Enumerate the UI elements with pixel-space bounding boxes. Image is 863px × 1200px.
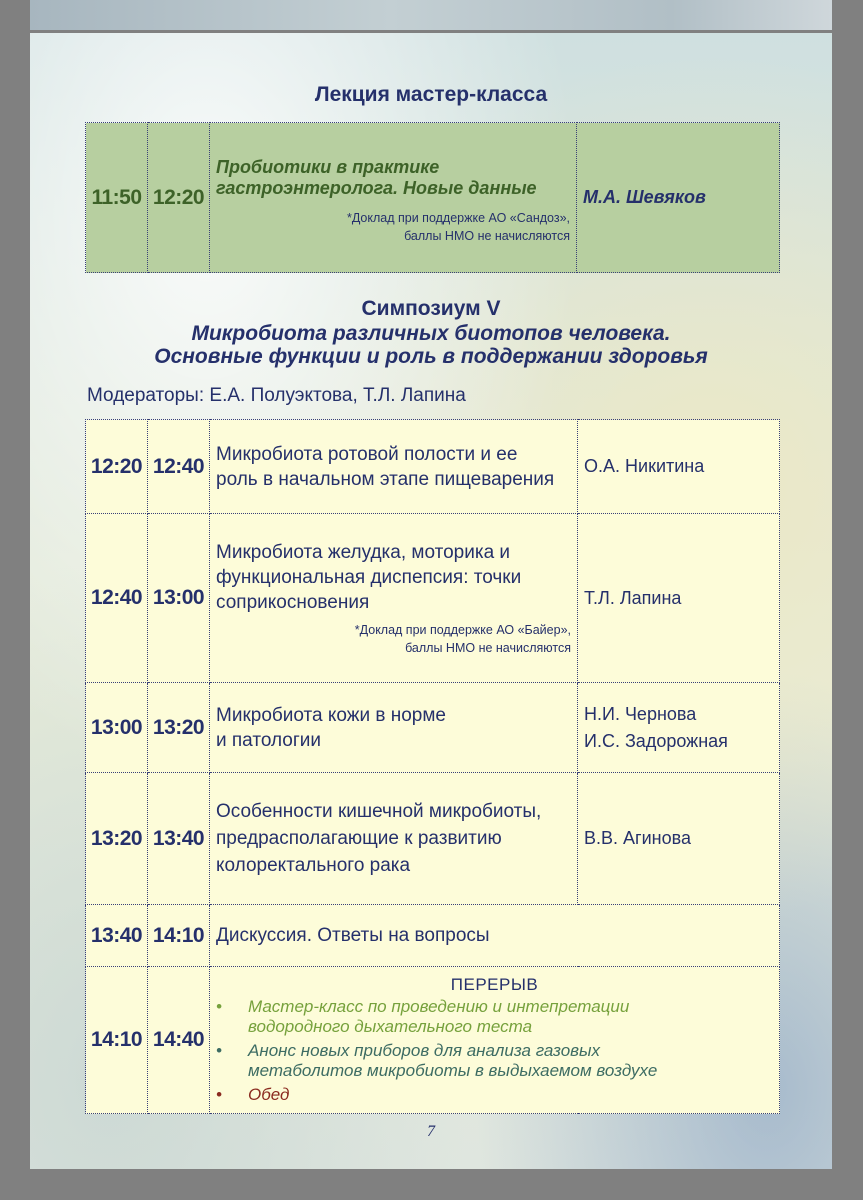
bullet-icon: •: [216, 1041, 222, 1060]
symposium-heading: Симпозиум V: [361, 297, 501, 320]
topic-line: функциональная диспепсия: точки: [216, 566, 522, 588]
topic-cell: [210, 123, 577, 273]
speaker-cell: Т.Л. Лапина: [578, 514, 780, 683]
speaker-cell: [578, 683, 780, 773]
sponsor-note: [216, 209, 570, 245]
end-time: 14:10: [148, 905, 210, 967]
list-item: [216, 1085, 779, 1105]
table-row: [86, 905, 780, 967]
list-item: [216, 997, 779, 1037]
topic-line: Микробиота желудка, моторика и: [216, 541, 511, 563]
sponsor-note: [216, 621, 571, 657]
topic-line: Микробиота кожи в норме: [216, 704, 446, 726]
lecture-heading: Лекция мастер-класса: [314, 83, 548, 106]
table-row: [86, 420, 780, 514]
list-item-line: водородного дыхательного теста: [248, 1017, 533, 1036]
symposium-subtitle-line1: Микробиота различных биотопов человека.: [191, 322, 671, 345]
start-time: 13:20: [86, 773, 148, 905]
end-time: 14:40: [148, 967, 210, 1114]
speaker-cell: М.А. Шевяков: [577, 123, 780, 273]
break-list: [210, 997, 779, 1105]
symposium-subtitle-line2: Основные функции и роль в поддержании здоровья: [154, 345, 708, 368]
sponsor-note-line2: баллы НМО не начисляются: [405, 640, 571, 655]
table-row: [86, 683, 780, 773]
page-number: 7: [427, 1123, 435, 1140]
list-item-line: Анонс новых приборов для анализа газовых: [248, 1041, 601, 1060]
topic-cell: [210, 420, 578, 514]
sponsor-note-line1: *Доклад при поддержке АО «Байер»,: [354, 622, 571, 637]
end-time: 13:00: [148, 514, 210, 683]
list-item-line: Обед: [248, 1085, 290, 1104]
topic-line: роль в начальном этапе пищеварения: [216, 468, 555, 490]
table-row: [86, 514, 780, 683]
end-time: 13:40: [148, 773, 210, 905]
moderators-line: Модераторы: Е.А. Полуэктова, Т.Л. Лапина: [87, 385, 466, 406]
start-time: 13:40: [86, 905, 148, 967]
topic-line: Особенности кишечной микробиоты,: [216, 801, 542, 822]
start-time: 13:00: [86, 683, 148, 773]
start-time: 14:10: [86, 967, 148, 1114]
list-item-line: метаболитов микробиоты в выдыхаемом воздухе: [248, 1061, 658, 1080]
bullet-icon: •: [216, 1085, 222, 1104]
speaker-cell: В.В. Агинова: [578, 773, 780, 905]
end-time: 12:40: [148, 420, 210, 514]
break-title: ПЕРЕРЫВ: [450, 975, 539, 994]
end-time: 13:20: [148, 683, 210, 773]
bullet-icon: •: [216, 997, 222, 1016]
topic-line: Микробиота ротовой полости и ее: [216, 443, 518, 465]
speaker-name: Н.И. Чернова: [584, 703, 697, 724]
list-item-line: Мастер-класс по проведению и интепретации: [248, 997, 630, 1016]
start-time: 12:20: [86, 420, 148, 514]
sponsor-note-line2: баллы НМО не начисляются: [404, 228, 570, 243]
topic-cell: [210, 773, 578, 905]
symposium-table: [85, 419, 780, 1114]
discussion-cell: Дискуссия. Ответы на вопросы: [210, 905, 780, 967]
topic-line: и патологии: [216, 729, 321, 751]
start-time: 12:40: [86, 514, 148, 683]
program-page: [30, 33, 832, 1169]
topic-cell: [210, 514, 578, 683]
speaker-cell: О.А. Никитина: [578, 420, 780, 514]
end-time: 12:20: [148, 123, 210, 273]
top-background-strip: [30, 0, 832, 30]
topic-line: соприкосновения: [216, 591, 370, 613]
table-row: [86, 967, 780, 1114]
table-row: [86, 123, 780, 273]
list-item: [216, 1041, 779, 1081]
topic-line: колоректального рака: [216, 855, 411, 876]
break-cell: [210, 967, 780, 1114]
sponsor-note-line1: *Доклад при поддержке АО «Сандоз»,: [346, 210, 570, 225]
table-row: [86, 773, 780, 905]
topic-line: предрасполагающие к развитию: [216, 828, 502, 849]
start-time: 11:50: [86, 123, 148, 273]
topic-title: Пробиотики в практике гастроэнтеролога. Новые данные: [216, 156, 537, 198]
topic-cell: [210, 683, 578, 773]
speaker-name: И.С. Задорожная: [584, 730, 728, 751]
lecture-table: [85, 122, 780, 273]
